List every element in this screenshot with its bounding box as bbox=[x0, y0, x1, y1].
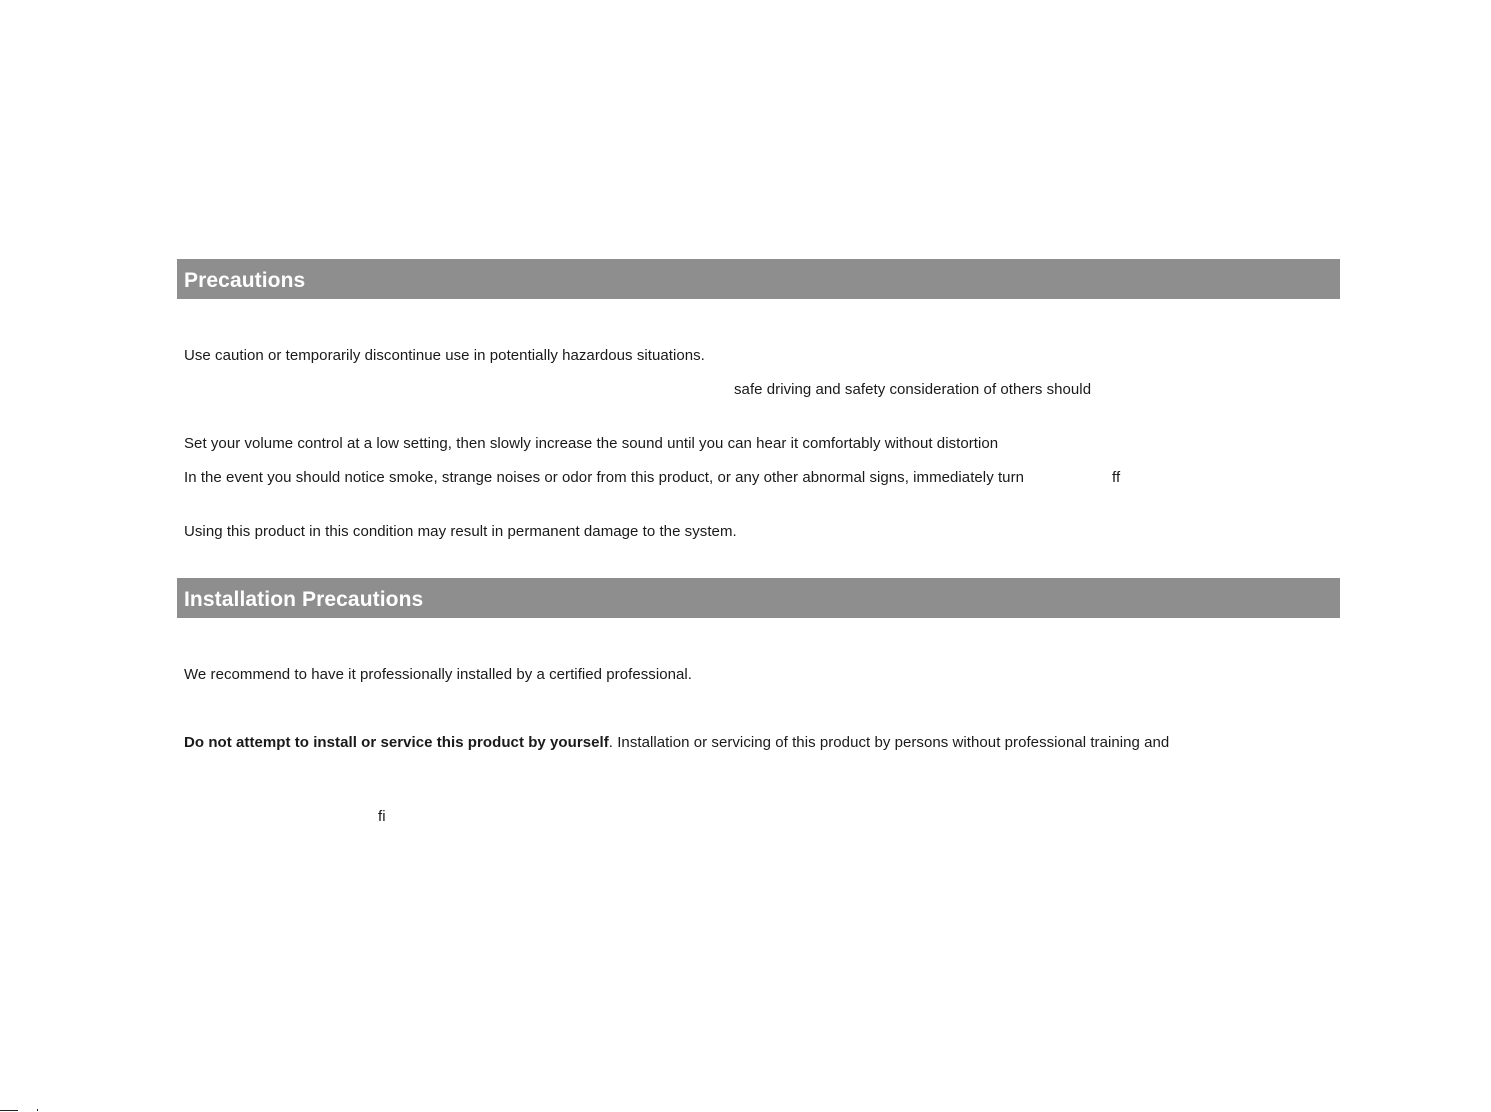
installation-fragment: fi bbox=[378, 808, 386, 825]
precaution-line-1: Use caution or temporarily discontinue use in potentially hazardous situations. bbox=[184, 347, 705, 364]
installation-precautions-heading: Installation Precautions bbox=[177, 578, 1340, 618]
corner-mark bbox=[0, 1110, 18, 1111]
installation-line-1: We recommend to have it professionally installed by a certified professional. bbox=[184, 666, 692, 683]
precaution-line-4: In the event you should notice smoke, strange noises or odor from this product, or any other abnormal signs, immediately turn bbox=[184, 469, 1025, 486]
installation-warning-bold: Do not attempt to install or service this product by yourself bbox=[184, 734, 609, 751]
corner-dot bbox=[37, 1109, 38, 1111]
installation-warning-line bbox=[184, 733, 1169, 753]
precaution-line-2: safe driving and safety consideration of others should bbox=[734, 381, 1092, 398]
precaution-line-4-fragment: ff bbox=[1112, 469, 1121, 486]
precaution-line-3: Set your volume control at a low setting, then slowly increase the sound until you can hear it comfortably without distortion bbox=[184, 435, 999, 452]
installation-warning-rest: . Installation or servicing of this product by persons without professional training and bbox=[608, 734, 1170, 751]
precautions-heading: Precautions bbox=[177, 259, 1340, 299]
precaution-line-5: Using this product in this condition may result in permanent damage to the system. bbox=[184, 523, 737, 540]
